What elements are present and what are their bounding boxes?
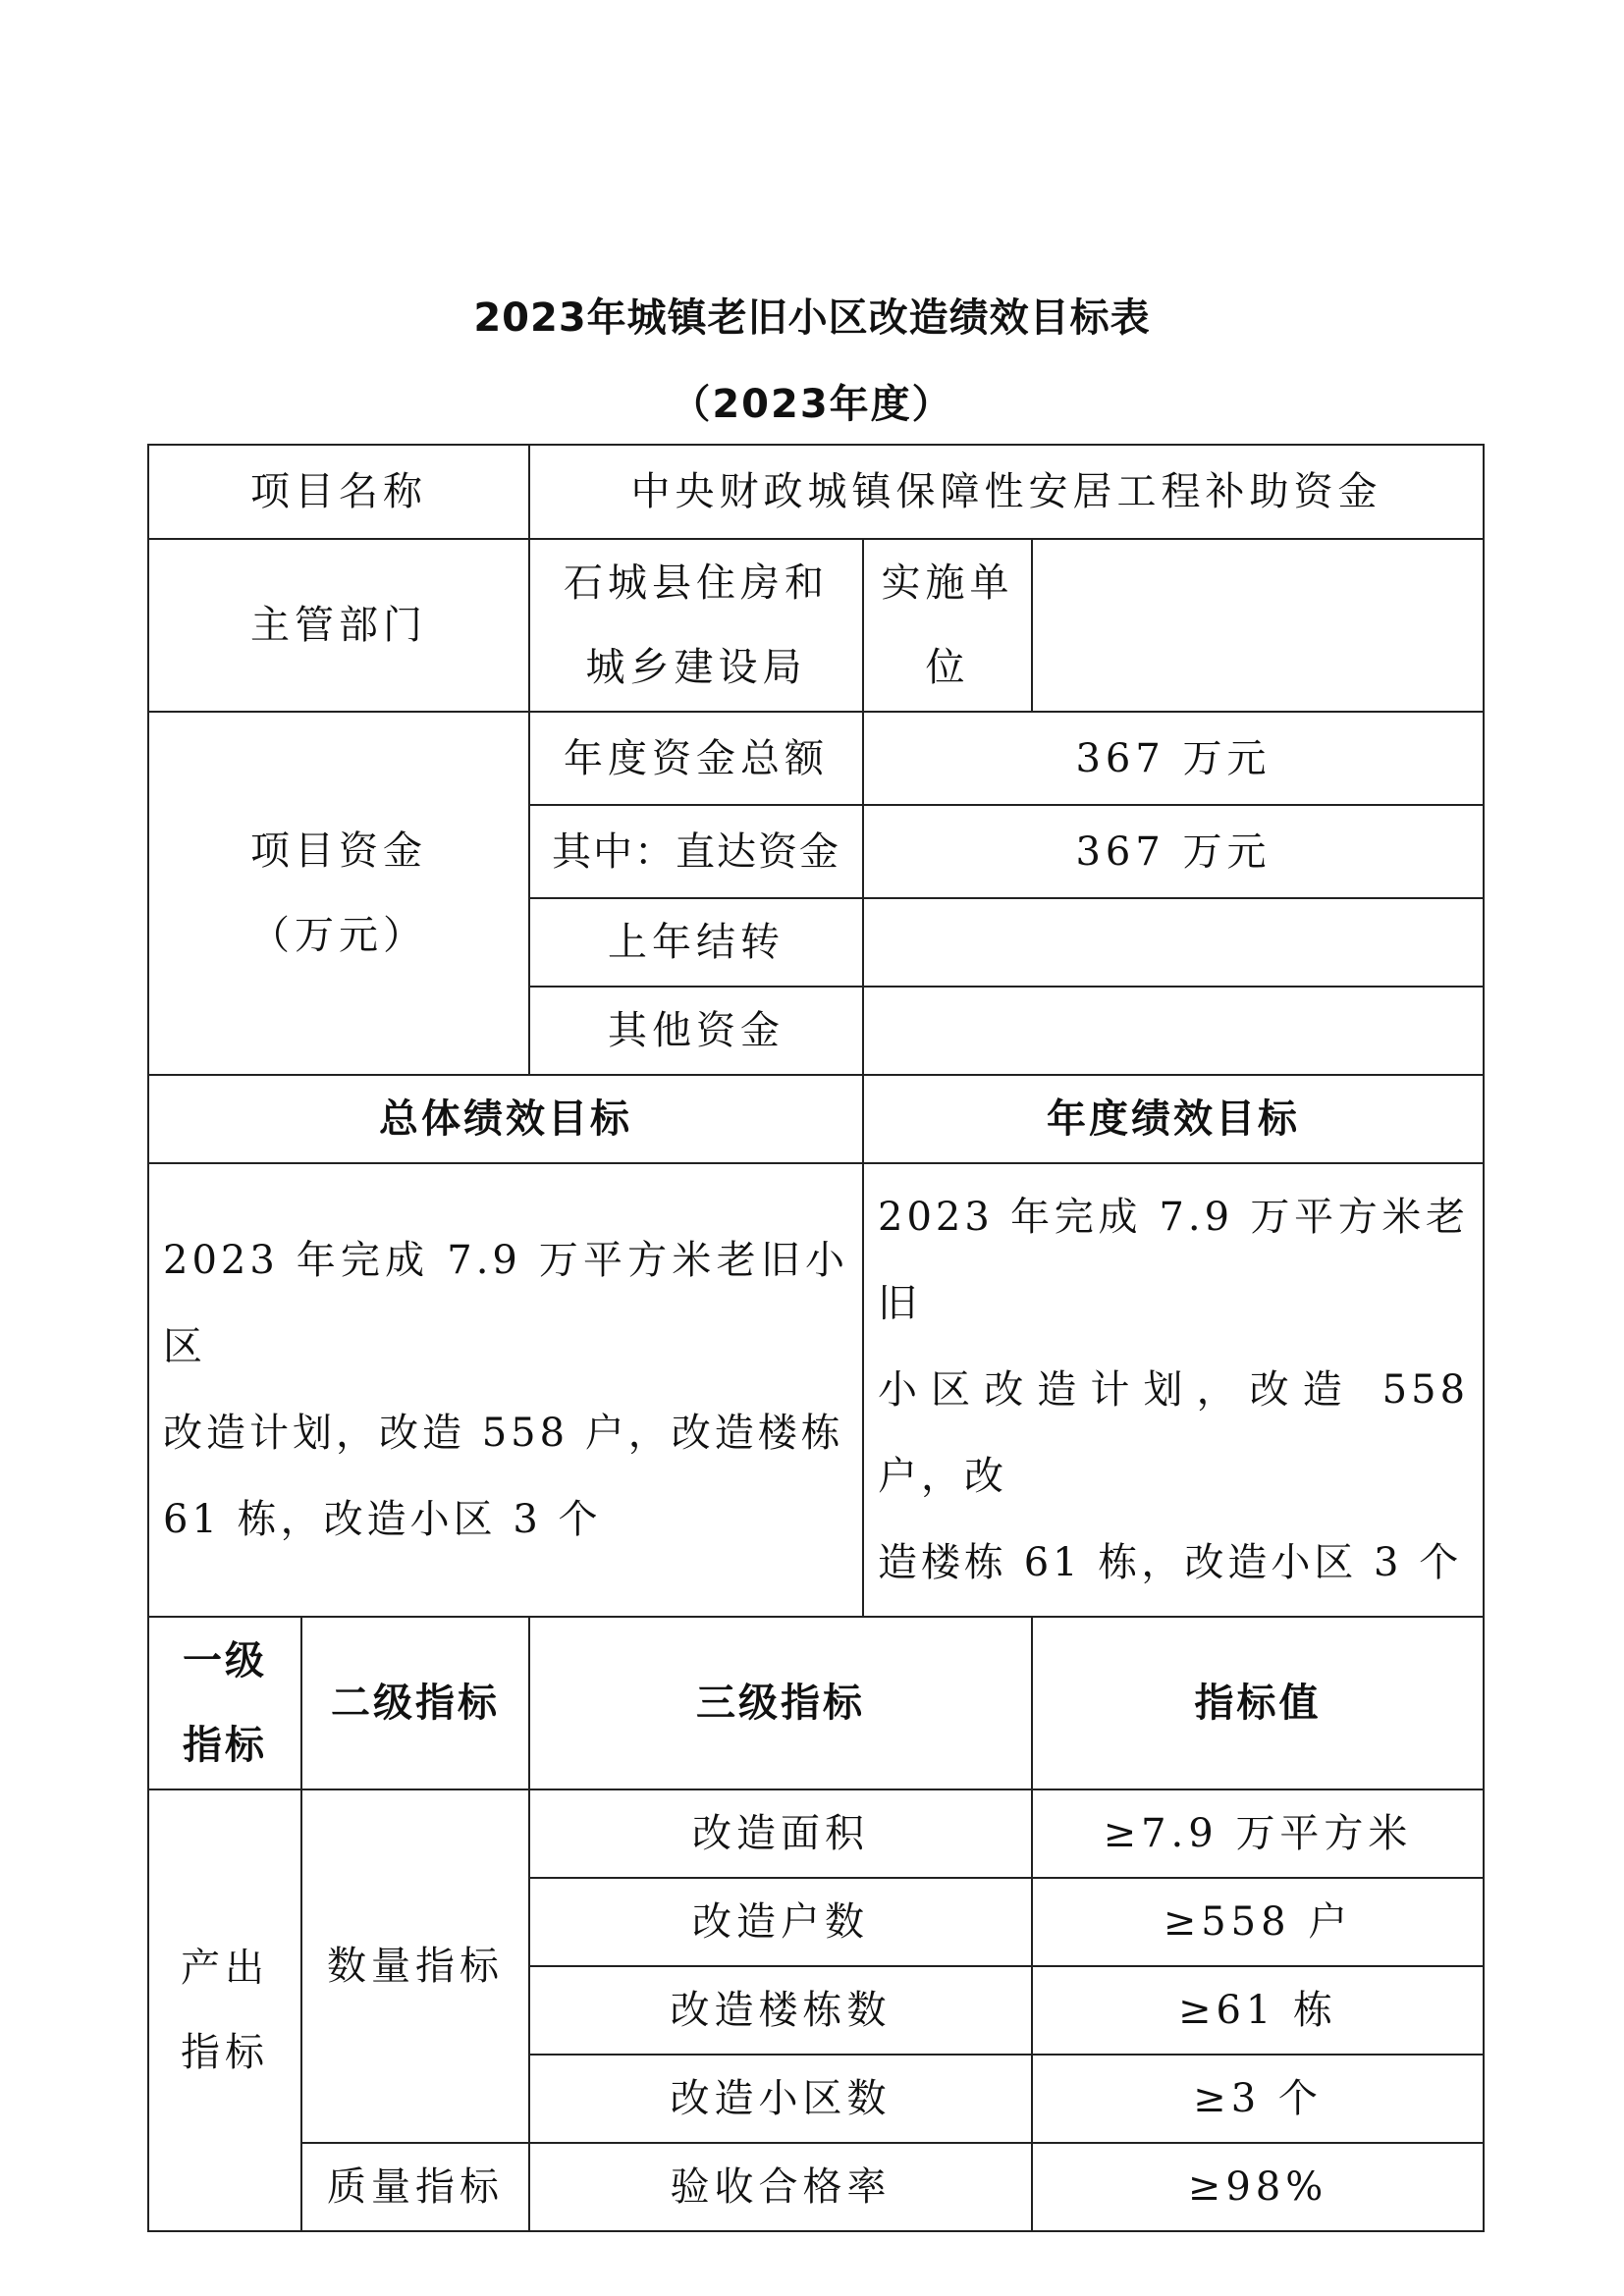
annual-goal-header: 年度绩效目标 xyxy=(863,1075,1484,1163)
overall-goal-line: 61 栋，改造小区 3 个 xyxy=(163,1497,602,1542)
department-label: 主管部门 xyxy=(148,539,529,712)
funds-label-line1: 项目资金 xyxy=(250,828,427,874)
indicator-row xyxy=(148,2143,1484,2231)
output-indicator-label xyxy=(148,1789,301,2231)
indicator-name: 改造面积 xyxy=(529,1789,1032,1878)
indicator-value: ≥3 个 xyxy=(1032,2055,1484,2143)
indicator-name: 改造楼栋数 xyxy=(529,1966,1032,2055)
output-indicator-line1: 产出 xyxy=(181,1946,269,1991)
output-indicator-line2: 指标 xyxy=(181,2030,269,2075)
performance-target-table xyxy=(147,444,1485,2232)
overall-goal-line: 2023 年完成 7.9 万平方米老旧小区 xyxy=(163,1238,848,1369)
funds-row-value xyxy=(863,898,1484,987)
indicator-value: ≥558 户 xyxy=(1032,1878,1484,1966)
department-value-line1: 石城县住房和 xyxy=(564,561,829,606)
implementer-label-line1: 实施单 xyxy=(881,561,1014,606)
indicator-value: ≥7.9 万平方米 xyxy=(1032,1789,1484,1878)
funds-row-value: 367 万元 xyxy=(863,712,1484,805)
department-value xyxy=(529,539,863,712)
indicator-row xyxy=(148,1789,1484,1878)
annual-goal-line: 2023 年完成 7.9 万平方米老旧 xyxy=(878,1195,1470,1326)
project-name-value: 中央财政城镇保障性安居工程补助资金 xyxy=(529,445,1484,539)
funds-row-label: 上年结转 xyxy=(529,898,863,987)
department-value-line2: 城乡建设局 xyxy=(585,645,807,690)
goals-header-row xyxy=(148,1075,1484,1163)
funds-row-label: 其他资金 xyxy=(529,987,863,1075)
indicator-value: ≥98% xyxy=(1032,2143,1484,2231)
indicator-value-header: 指标值 xyxy=(1032,1617,1484,1789)
implementer-value xyxy=(1032,539,1484,712)
goals-content-row xyxy=(148,1163,1484,1617)
department-row xyxy=(148,539,1484,712)
overall-goal-line: 改造计划，改造 558 户，改造楼栋 xyxy=(163,1411,844,1456)
page-title: 2023年城镇老旧小区改造绩效目标表 xyxy=(473,295,1151,341)
overall-goal-text xyxy=(148,1163,863,1617)
project-name-label: 项目名称 xyxy=(148,445,529,539)
implementer-label xyxy=(863,539,1032,712)
project-name-row xyxy=(148,445,1484,539)
quantity-indicator-label: 数量指标 xyxy=(301,1789,529,2143)
annual-goal-line: 小区改造计划，改造 558 户，改 xyxy=(878,1367,1470,1499)
indicator-name: 验收合格率 xyxy=(529,2143,1032,2231)
annual-goal-line: 造楼栋 61 栋，改造小区 3 个 xyxy=(878,1540,1463,1585)
indicator-name: 改造小区数 xyxy=(529,2055,1032,2143)
level3-header: 三级指标 xyxy=(529,1617,1032,1789)
funds-row-label: 年度资金总额 xyxy=(529,712,863,805)
annual-goal-text xyxy=(863,1163,1484,1617)
level1-header xyxy=(148,1617,301,1789)
indicator-header-row xyxy=(148,1617,1484,1789)
implementer-label-line2: 位 xyxy=(925,645,970,690)
indicator-name: 改造户数 xyxy=(529,1878,1032,1966)
level1-header-line1: 一级 xyxy=(183,1638,267,1683)
indicator-value: ≥61 栋 xyxy=(1032,1966,1484,2055)
funds-row xyxy=(148,712,1484,805)
funds-label xyxy=(148,712,529,1075)
level1-header-line2: 指标 xyxy=(183,1723,267,1768)
funds-row-value xyxy=(863,987,1484,1075)
funds-label-line2: （万元） xyxy=(250,913,427,958)
quality-indicator-label: 质量指标 xyxy=(301,2143,529,2231)
level2-header: 二级指标 xyxy=(301,1617,529,1789)
funds-row-label: 其中：直达资金 xyxy=(529,805,863,898)
overall-goal-header: 总体绩效目标 xyxy=(148,1075,863,1163)
page-subtitle: （2023年度） xyxy=(671,382,953,427)
funds-row-value: 367 万元 xyxy=(863,805,1484,898)
